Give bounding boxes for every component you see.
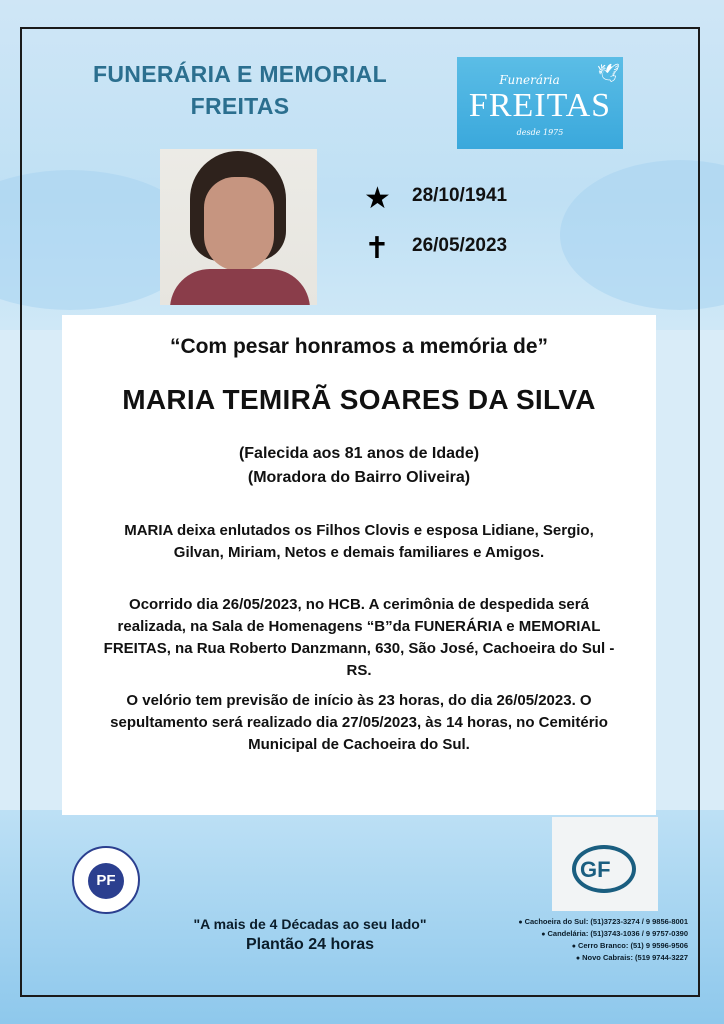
contact-item (440, 940, 688, 952)
family-paragraph (62, 520, 656, 564)
logo-main-text: FREITAS (468, 87, 612, 124)
deceased-photo (160, 149, 317, 305)
paragraph-line: sepultamento será realizado dia 27/05/2023, às 14 horas, no Cemitério (110, 714, 608, 731)
contact-text: Candelária: (51)3743-1036 / 9 9757-0390 (547, 929, 688, 938)
location-pin-icon: ● (518, 919, 523, 926)
paragraph-line: Municipal de Cachoeira do Sul. (248, 736, 470, 753)
plantao-text: Plantão 24 horas (245, 936, 375, 953)
death-date: 26/05/2023 (412, 235, 508, 256)
page-title (40, 58, 440, 122)
paragraph-line: O velório tem previsão de início às 23 horas, do dia 26/05/2023. O (126, 692, 592, 709)
seal-pf-mark: PF (88, 863, 124, 899)
location-pin-icon: ● (541, 931, 546, 938)
contacts-list (440, 916, 688, 964)
contact-item (440, 916, 688, 928)
deceased-name: MARIA TEMIRÃ SOARES DA SILVA (122, 384, 596, 415)
age-line: (Falecida aos 81 anos de Idade) (238, 445, 480, 462)
gf-logo (552, 817, 658, 911)
age-block (62, 442, 656, 490)
contact-text: Novo Cabrais: (519 9744-3227 (582, 953, 688, 962)
logo-since-text: desde 1975 (516, 128, 564, 137)
dove-icon: 🕊 (597, 63, 620, 83)
funeraria-logo (457, 57, 623, 149)
cross-icon: ✝ (364, 232, 390, 265)
title-line: FUNERÁRIA E MEMORIAL (93, 61, 387, 87)
convenio-seal (72, 846, 140, 914)
tagline: "A mais de 4 Décadas ao seu lado" (193, 916, 427, 932)
intro-text: “Com pesar honramos a memória de” (169, 335, 549, 358)
ceremony-paragraph (62, 594, 656, 682)
photo-face (204, 177, 274, 271)
gf-logo-text: GF (580, 857, 611, 882)
title-line: FREITAS (190, 93, 290, 119)
paragraph-line: realizada, na Sala de Homenagens “B”da FUNERÁRIA e MEMORIAL (117, 618, 601, 635)
wake-paragraph (62, 690, 656, 756)
paragraph-line: Gilvan, Miriam, Netos e demais familiares e Amigos. (173, 544, 545, 561)
contact-text: Cachoeira do Sul: (51)3723-3274 / 9 9856-8001 (524, 917, 688, 926)
star-icon: ★ (364, 182, 391, 215)
paragraph-line: RS. (346, 662, 372, 679)
contact-text: Cerro Branco: (51) 9 9596-9506 (577, 941, 688, 950)
contact-item (440, 952, 688, 964)
paragraph-line: FREITAS, na Rua Roberto Danzmann, 630, São José, Cachoeira do Sul - (103, 640, 615, 657)
contact-item (440, 928, 688, 940)
birth-date: 28/10/1941 (412, 185, 508, 206)
logo-script-text: Funerária (499, 73, 560, 87)
location-pin-icon: ● (575, 955, 581, 962)
paragraph-line: Ocorrido dia 26/05/2023, no HCB. A cerimônia de despedida será (129, 596, 589, 613)
residence-line: (Moradora do Bairro Oliveira) (247, 469, 471, 486)
photo-shirt (170, 269, 310, 305)
paragraph-line: MARIA deixa enlutados os Filhos Clovis e esposa Lidiane, Sergio, (124, 522, 594, 539)
location-pin-icon: ● (571, 943, 576, 950)
